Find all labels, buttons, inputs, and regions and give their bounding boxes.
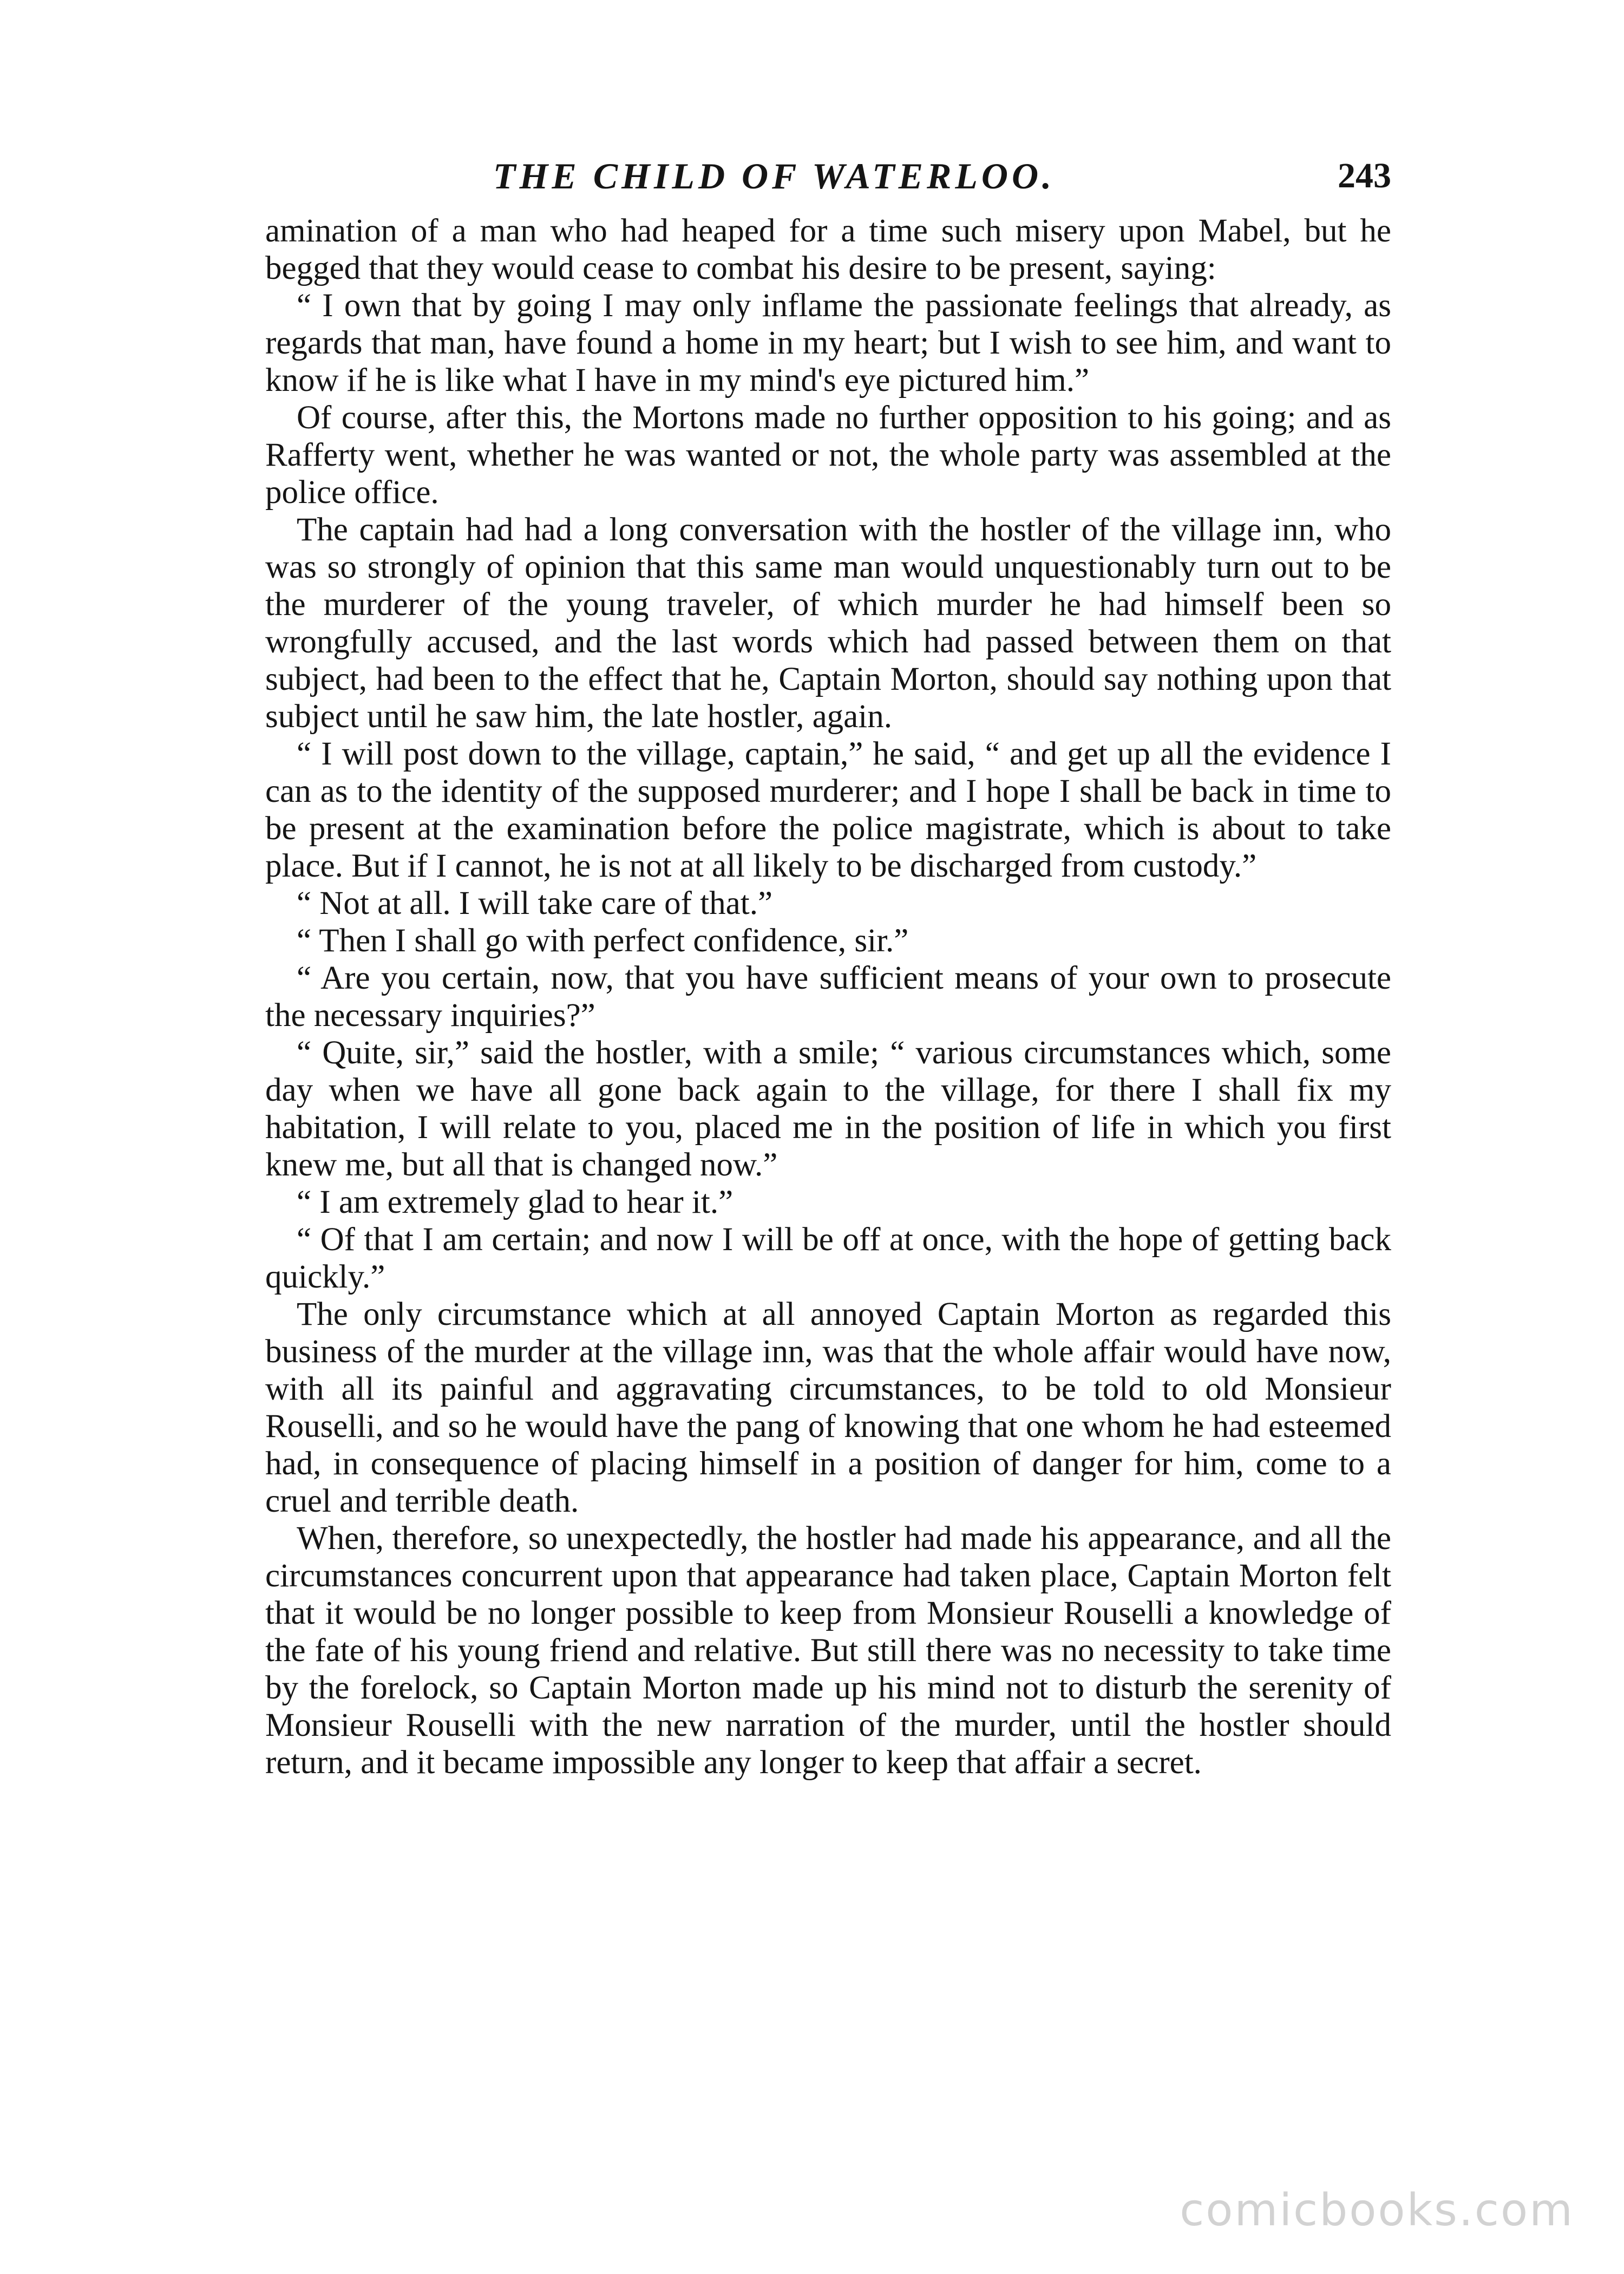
paragraph: When, therefore, so unexpectedly, the hostler had made his appearance, and all the circumstances concurrent upon that appearance had taken place, Captain Morton felt that it would be no longer possible to keep from Monsieur Rouselli a knowledge of the fate of his young friend and relative. But still there was no necessity to take time by the forelock, so Captain Morton made up his mind not to disturb the serenity of Monsieur Rouselli with the new narration of the murder, until the hostler should return, and it became impossible any longer to keep that affair a secret. <box>265 1520 1391 1781</box>
paragraph: “ Then I shall go with perfect confidence, sir.” <box>297 923 909 959</box>
paragraph: “ I am extremely glad to hear it.” <box>297 1184 734 1220</box>
paragraph: “ Of that I am certain; and now I will be off at once, with the hope of getting back quickly.” <box>265 1221 1391 1295</box>
running-head <box>265 152 1391 200</box>
paragraph: “ I own that by going I may only inflame the passionate feelings that already, as regards that man, have found a home in my heart; but I wish to see him, and want to know if he is like what I have in my mind's eye pictured him.” <box>265 287 1391 398</box>
paragraph: Of course, after this, the Mortons made no further opposition to his going; and as Rafferty went, whether he was wanted or not, the whole party was assembled at the police office. <box>265 400 1391 511</box>
paragraph: amination of a man who had heaped for a time such misery upon Mabel, but he begged that they would cease to combat his desire to be present, saying: <box>265 213 1391 286</box>
page-number: 243 <box>1338 156 1391 195</box>
paragraph: “ I will post down to the village, captain,” he said, “ and get up all the evidence I can as to the identity of the supposed murderer; and I hope I shall be back in time to be present at the examination before the police magistrate, which is about to take place. But if I cannot, he is not at all likely to be discharged from custody.” <box>265 736 1391 884</box>
watermark: comicbooks.com <box>1180 2185 1574 2236</box>
paragraph: “ Are you certain, now, that you have sufficient means of your own to prosecute the necessary inquiries?” <box>265 960 1391 1034</box>
paragraph: “ Quite, sir,” said the hostler, with a smile; “ various circumstances which, some day when we have all gone back again to the village, for there I shall fix my habitation, I will relate to you, placed me in the position of life in which you first knew me, but all that is changed now.” <box>265 1035 1391 1183</box>
paragraph: “ Not at all. I will take care of that.” <box>297 885 773 922</box>
body-text <box>265 212 1391 1781</box>
running-title: THE CHILD OF WATERLOO. <box>493 155 1056 197</box>
paragraph: The captain had had a long conversation with the hostler of the village inn, who was so strongly of opinion that this same man would unquestionably turn out to be the murderer of the young traveler, of which murder he had himself been so wrongfully accused, and the last words which had passed between them on that subject, had been to the effect that he, Captain Morton, should say nothing upon that subject until he saw him, the late hostler, again. <box>265 512 1391 735</box>
paragraph: The only circumstance which at all annoyed Captain Morton as regarded this business of the murder at the village inn, was that the whole affair would have now, with all its painful and aggravating circumstances, to be told to old Monsieur Rouselli, and so he would have the pang of knowing that one whom he had esteemed had, in consequence of placing himself in a position of danger for him, come to a cruel and terrible death. <box>265 1296 1391 1519</box>
